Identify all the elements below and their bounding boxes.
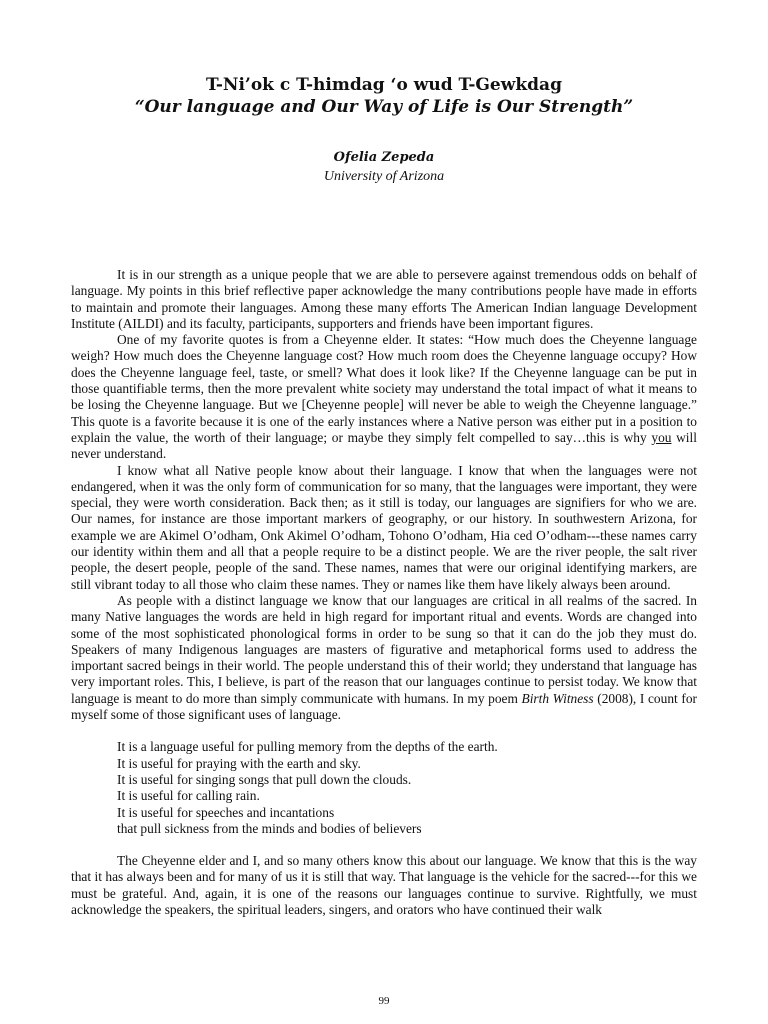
poem-line: It is a language useful for pulling memory from the depths of the earth. — [117, 739, 498, 755]
author-affiliation: University of Arizona — [323, 169, 445, 184]
article-body — [71, 267, 697, 918]
poem-line: that pull sickness from the minds and bodies of believers — [117, 820, 422, 836]
poem-line: It is useful for calling rain. — [117, 788, 260, 804]
paragraph-5: The Cheyenne elder and I, and so many others know this about our language. We know that this is the way that it has always been and for many of us it is still that way. That language is the vehicle for the sacred---for this we must be grateful. And, again, it is one of the reasons our languages continue to survive. Rightfully, we must acknowledge the speakers, the spiritual leaders, singers, and orators who have continued their walk — [71, 853, 697, 917]
poem-line: It is useful for speeches and incantations — [117, 804, 335, 820]
poem-block — [117, 739, 697, 837]
page-number: 99 — [378, 995, 390, 1007]
author-name: Ofelia Zepeda — [333, 150, 435, 165]
poem-title-reference: Birth Witness — [521, 690, 594, 706]
poem-line: It is useful for singing songs that pull down the clouds. — [117, 771, 412, 787]
poem-line: It is useful for praying with the earth and sky. — [117, 755, 361, 771]
title-line-2: “Our language and Our Way of Life is Our Strength” — [134, 97, 634, 117]
paragraph-2-text-a: One of my favorite quotes is from a Cheyenne elder. It states: “How much does the Cheyenne language weigh? How much does the Cheyenne language cost? How much room does the Cheyenne language occupy? How does the Cheyenne language feel, taste, or smell? What does it look like? If the Cheyenne language can be put in those quantifiable terms, then the more prevalent white society may understand the total impact of what it means to be losing the Cheyenne language. But we [Cheyenne people] will never be able to weigh the Cheyenne language.” This quote is a favorite because it is one of the early instances where a Native person was either put in a position to explain the value, the worth of their language; or maybe they simply felt compelled to say…this is why — [71, 332, 697, 445]
underlined-word: you — [651, 429, 672, 445]
paragraph-3: I know what all Native people know about their language. I know that when the languages were not endangered, when it was the only form of communication for so many, that the languages were important, they were special, they were worth consideration. Back then; as it still is today, our languages are signifiers for who we are. Our names, for instance are those important markers of geography, or our history. In southwestern Arizona, for example we are Akimel O’odham, Onk Akimel O’odham, Tohono O’odham, Hia ced O’odham---these names carry our identity within them and all that a people require to be a distinct people. We are the river people, the salt river people, the desert people, people of the sand. These names, names that were our original identifying markers, are still vibrant today to all those who claim these names. They or names like them have likely always been around. — [71, 462, 697, 592]
paragraph-4-text-a: As people with a distinct language we know that our languages are critical in all realms of the sacred. In many Native languages the words are held in high regard for important ritual and events. Words are changed into some of the most sophisticated phonological forms in order to be sung so that it can do the job they must do. Speakers of many Indigenous languages are masters of figurative and metaphorical forms used to address the important sacred beings in their world. The people understand this of their world; they understand that language has very important roles. This, I believe, is part of the reason that our languages continue to persist today. We know that language is meant to do more than simply communicate with humans. In my poem — [71, 592, 697, 706]
paragraph-4 — [71, 593, 697, 723]
paragraph-1: It is in our strength as a unique people that we are able to persevere against tremendous odds on behalf of language. My points in this brief reflective paper acknowledge the many contributions people have made in efforts to maintain and promote their languages. Among these many efforts The American Indian language Development Institute (AILDI) and its faculty, participants, supporters and friends have been important figures. — [71, 267, 697, 331]
paragraph-2 — [71, 332, 697, 462]
title-line-1: T-Ni’ok c T-himdag ‘o wud T-Gewkdag — [206, 75, 562, 95]
paragraph-4-text-b: (2008), I count for myself some of those significant uses of language. — [71, 690, 697, 723]
paragraph-2-text-b: will never understand. — [71, 429, 697, 462]
